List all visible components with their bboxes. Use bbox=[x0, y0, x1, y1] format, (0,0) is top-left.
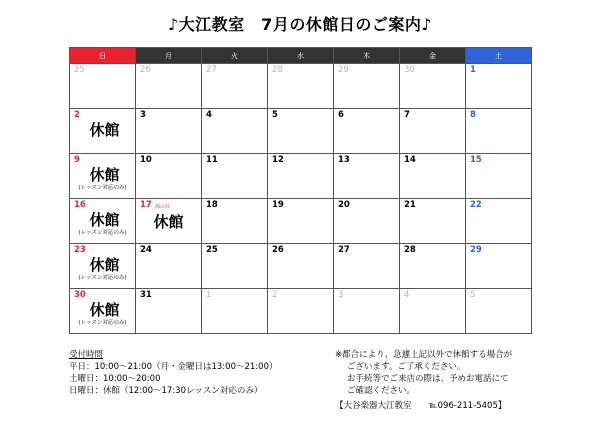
calendar-day-cell-closed bbox=[70, 154, 136, 199]
day-number: 1 bbox=[470, 65, 476, 75]
day-number: 25 bbox=[206, 245, 218, 255]
notice-line: お手続等でご来店の際は、予めお電話にて bbox=[347, 374, 509, 384]
calendar-day-cell bbox=[268, 154, 334, 199]
calendar-day-cell bbox=[202, 244, 268, 289]
day-number: 3 bbox=[140, 110, 146, 120]
calendar-day-cell-closed bbox=[136, 199, 202, 244]
day-number: 22 bbox=[470, 200, 482, 210]
weekday-sun: 日 bbox=[70, 48, 136, 64]
calendar-day-cell bbox=[268, 109, 334, 154]
day-number: 26 bbox=[140, 65, 151, 75]
calendar-day-cell bbox=[466, 289, 532, 334]
day-number: 29 bbox=[470, 245, 482, 255]
day-number: 31 bbox=[140, 290, 152, 300]
day-number: 2 bbox=[74, 110, 80, 120]
calendar-week-4 bbox=[70, 199, 532, 244]
day-number: 8 bbox=[470, 110, 476, 120]
calendar-day-cell bbox=[334, 154, 400, 199]
calendar-day-cell bbox=[136, 244, 202, 289]
calendar-day-cell bbox=[202, 199, 268, 244]
closed-label: 休館 bbox=[89, 301, 120, 319]
calendar-day-cell bbox=[400, 289, 466, 334]
lesson-only-note: (レッスン対応のみ) bbox=[78, 320, 127, 326]
day-number: 15 bbox=[470, 155, 482, 165]
hours-weekday: 平日：10:00～21:00（月・金曜日は13:00～21:00） bbox=[69, 362, 278, 372]
weekday-fri: 金 bbox=[400, 48, 466, 64]
weekday-thu: 木 bbox=[334, 48, 400, 64]
calendar-day-cell bbox=[400, 64, 466, 109]
day-number: 10 bbox=[140, 155, 152, 165]
hours-saturday: 土曜日：10:00～20:00 bbox=[69, 374, 161, 384]
weekday-header-row bbox=[70, 48, 532, 64]
closed-label: 休館 bbox=[89, 121, 120, 139]
calendar-day-cell-closed bbox=[70, 199, 136, 244]
day-number: 26 bbox=[272, 245, 284, 255]
day-number: 28 bbox=[404, 245, 416, 255]
day-number: 4 bbox=[404, 290, 410, 300]
day-number: 2 bbox=[272, 290, 278, 300]
calendar-day-cell bbox=[334, 289, 400, 334]
day-number: 28 bbox=[272, 65, 283, 75]
calendar-day-cell bbox=[400, 244, 466, 289]
page-title: ♪大江教室 7月の休館日のご案内♪ bbox=[167, 15, 433, 34]
lesson-only-note: (レッスン対応のみ) bbox=[78, 185, 127, 191]
day-number: 1 bbox=[206, 290, 212, 300]
lesson-only-note: (レッスン対応のみ) bbox=[78, 230, 127, 236]
day-number: 25 bbox=[74, 65, 85, 75]
weekday-wed: 水 bbox=[268, 48, 334, 64]
day-number: 6 bbox=[338, 110, 344, 120]
notice-line: ※都合により、急遽上記以外で休館する場合が bbox=[335, 350, 513, 360]
day-number: 20 bbox=[338, 200, 350, 210]
calendar-week-1 bbox=[70, 64, 532, 109]
calendar-week-2 bbox=[70, 109, 532, 154]
day-number: 13 bbox=[338, 155, 350, 165]
day-number: 29 bbox=[338, 65, 349, 75]
calendar-day-cell bbox=[466, 64, 532, 109]
calendar-day-cell bbox=[70, 64, 136, 109]
day-number: 9 bbox=[74, 155, 80, 165]
day-number: 12 bbox=[272, 155, 284, 165]
day-number: 30 bbox=[404, 65, 415, 75]
closed-label: 休館 bbox=[89, 211, 120, 229]
day-number: 27 bbox=[206, 65, 217, 75]
calendar-day-cell bbox=[136, 289, 202, 334]
calendar-day-cell bbox=[466, 109, 532, 154]
closed-label: 休館 bbox=[89, 166, 120, 184]
notice-line: ご確認ください。 bbox=[347, 386, 416, 396]
day-number: 18 bbox=[206, 200, 218, 210]
hours-heading: 受付時間 bbox=[69, 350, 104, 360]
calendar-week-6 bbox=[70, 289, 532, 334]
calendar-day-cell bbox=[136, 64, 202, 109]
day-number: 14 bbox=[404, 155, 416, 165]
hours-sunday: 日曜日：休館（12:00～17:30レッスン対応のみ） bbox=[69, 386, 263, 396]
calendar-day-cell-closed bbox=[70, 109, 136, 154]
day-number: 21 bbox=[404, 200, 416, 210]
day-number: 5 bbox=[272, 110, 278, 120]
calendar-day-cell bbox=[268, 289, 334, 334]
day-number: 24 bbox=[140, 245, 152, 255]
calendar-week-5 bbox=[70, 244, 532, 289]
day-number: 3 bbox=[338, 290, 344, 300]
calendar-week-3 bbox=[70, 154, 532, 199]
shop-contact: 【大谷楽器大江教室 ℡096-211-5405】 bbox=[335, 401, 507, 411]
weekday-mon: 月 bbox=[136, 48, 202, 64]
notice-block bbox=[335, 349, 512, 412]
calendar-day-cell bbox=[136, 109, 202, 154]
day-number: 16 bbox=[74, 200, 86, 210]
calendar-day-cell bbox=[136, 154, 202, 199]
lesson-only-note: (レッスン対応のみ) bbox=[78, 275, 127, 281]
closed-label: 休館 bbox=[153, 213, 184, 231]
holiday-tag: 海の日 bbox=[155, 204, 171, 210]
day-number: 17 bbox=[140, 200, 152, 210]
day-number: 4 bbox=[206, 110, 212, 120]
calendar-day-cell bbox=[202, 109, 268, 154]
day-number: 27 bbox=[338, 245, 350, 255]
calendar-day-cell bbox=[334, 64, 400, 109]
day-number: 11 bbox=[206, 155, 218, 165]
day-number: 7 bbox=[404, 110, 410, 120]
calendar-day-cell bbox=[400, 109, 466, 154]
business-hours bbox=[69, 349, 277, 397]
weekday-tue: 火 bbox=[202, 48, 268, 64]
calendar-day-cell bbox=[400, 199, 466, 244]
calendar-day-cell bbox=[466, 199, 532, 244]
calendar-day-cell bbox=[202, 289, 268, 334]
calendar-day-cell bbox=[466, 244, 532, 289]
calendar-day-cell bbox=[400, 154, 466, 199]
calendar-day-cell bbox=[268, 199, 334, 244]
calendar-day-cell bbox=[268, 244, 334, 289]
calendar-table bbox=[69, 47, 532, 334]
day-number: 30 bbox=[74, 290, 86, 300]
calendar-day-cell-closed bbox=[70, 289, 136, 334]
calendar-day-cell bbox=[466, 154, 532, 199]
closed-label: 休館 bbox=[89, 256, 120, 274]
calendar-day-cell bbox=[202, 154, 268, 199]
calendar-day-cell-closed bbox=[70, 244, 136, 289]
weekday-sat: 土 bbox=[466, 48, 532, 64]
calendar-day-cell bbox=[334, 244, 400, 289]
notice-line: ございます。ご了承ください。 bbox=[347, 362, 466, 372]
day-number: 23 bbox=[74, 245, 86, 255]
calendar-day-cell bbox=[334, 199, 400, 244]
calendar-day-cell bbox=[268, 64, 334, 109]
calendar-day-cell bbox=[202, 64, 268, 109]
day-number: 5 bbox=[470, 290, 476, 300]
calendar-day-cell bbox=[334, 109, 400, 154]
day-number: 19 bbox=[272, 200, 284, 210]
